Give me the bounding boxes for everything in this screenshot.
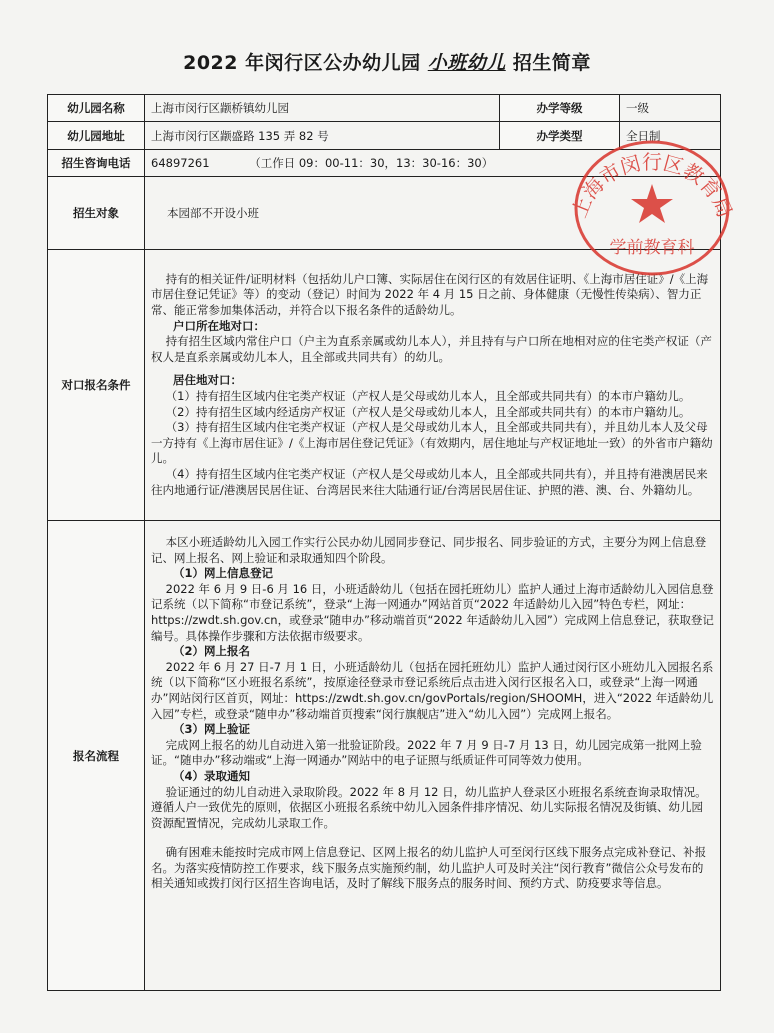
office-hours: （工作日 09：00-11：30，13：30-16：30） — [249, 156, 494, 170]
residence-title: 居住地对口： — [173, 373, 242, 388]
step1-text: 2022 年 6 月 9 日-6 月 16 日，小班适龄幼儿（包括在园托班幼儿）监护人通过上海市适龄幼儿入园信息登记系统（以下简称“市登记系统”，登录“上海一网通办”网站首页“2022 年适龄幼儿入园”特色专栏，网址：https://zwdt.sh.gov.cn，或登录“随申办”移动端首页“2022 年适龄幼儿入园”）完成网上信息登记，获取登记编号。具体操作步骤和方法依据市级要求。 — [151, 581, 714, 643]
hukou-text: 持有招生区域内常住户口（户主为直系亲属或幼儿本人），并且持有与户口所在地相对应的住宅类产权证（产权人是直系亲属或幼儿本人，且全部或共同共有）的幼儿。 — [151, 334, 712, 364]
page-title — [0, 48, 774, 75]
address-label: 幼儿园地址 — [48, 122, 145, 150]
phone-cell — [145, 150, 721, 177]
process-intro: 本区小班适龄幼儿入园工作实行公民办幼儿园同步登记、同步报名、同步验证的方式，主要分为网上信息登记、网上报名、网上验证和录取通知四个阶段。 — [151, 535, 707, 565]
residence-item-4: （4）持有招生区域内住宅类产权证（产权人是父母或幼儿本人，且全部或共同共有），并且持有港澳居民来往内地通行证/港澳居民居住证、台湾居民来往大陆通行证/台湾居民居住证、护照的港、澳、台、外籍幼儿。 — [151, 466, 708, 497]
process-label: 报名流程 — [48, 521, 145, 991]
conditions-label: 对口报名条件 — [48, 250, 145, 521]
step3-text: 完成网上报名的幼儿自动进入第一批验证阶段。2022 年 7 月 9 日-7 月 13 日，幼儿园完成第一批网上验证。“随申办”移动端或“上海一网通办”网站中的电子证照与纸质证件可同等效力使用。 — [151, 737, 702, 768]
note-text: 确有困难未能按时完成市网上信息登记、区网上报名的幼儿监护人可至闵行区线下服务点完成补登记、补报名。为落实疫情防控工作要求，线下服务点实施预约制，幼儿监护人可及时关注“闵行教育”微信公众号发布的相关通知或拨打闵行区招生咨询电话，及时了解线下服务点的服务时间、预约方式、防疫要求等信息。 — [151, 845, 707, 891]
hukou-title: 户口所在地对口： — [173, 318, 265, 333]
residence-item-3: （3）持有招生区域内住宅类产权证（产权人是父母或幼儿本人，且全部或共同共有），并且幼儿本人及父母一方持有《上海市居住证》/《上海市居住登记凭证》（有效期内，居住地址与产权证地址一致）的外省市户籍幼儿。 — [151, 420, 713, 466]
step2-text: 2022 年 6 月 27 日-7 月 1 日，小班适龄幼儿（包括在园托班幼儿）监护人通过闵行区小班幼儿入园报名系统（以下简称“区小班报名系统”，按原途径登录市登记系统后点击进入闵行区报名入口，或登录“上海一网通办”网站闵行区首页，网址：https://zwdt.sh.gov.cn/govPortals/region/SHOOMH，进入“2022 年适龄幼儿入园”专栏，或登录“随申办”移动端首页搜索“闵行旗舰店”进入“幼儿入园”）完成网上报名。 — [151, 659, 714, 721]
process-cell — [145, 521, 721, 991]
type-label: 办学类型 — [500, 122, 620, 150]
title-suffix: 招生简章 — [505, 52, 591, 74]
conditions-cell — [145, 250, 721, 521]
title-emphasis: 小班幼儿 — [427, 52, 506, 74]
phone-number: 64897261 — [151, 156, 210, 170]
step2-title: （2）网上报名 — [173, 644, 251, 659]
level-value: 一级 — [620, 95, 721, 122]
type-value: 全日制 — [620, 122, 721, 150]
phone-label: 招生咨询电话 — [48, 150, 145, 177]
school-name: 上海市闵行区颛桥镇幼儿园 — [145, 95, 500, 122]
school-name-label: 幼儿园名称 — [48, 95, 145, 122]
step1-title: （1）网上信息登记 — [173, 566, 274, 581]
seal-outer-text: 上海市闵行区教育局 — [568, 150, 736, 221]
conditions-intro: 持有的相关证件/证明材料（包括幼儿户口簿、实际居住在闵行区的有效居住证明、《上海市居住证》/《上海市居住登记凭证》等）的变动（登记）时间为 2022 年 4 月 15 日之前、身体健康（无慢性传染病）、智力正常、能正常参加集体活动，并符合以下报名条件的适龄幼儿。 — [151, 271, 709, 318]
step3-title: （3）网上验证 — [173, 722, 251, 737]
level-label: 办学等级 — [500, 95, 620, 122]
step4-text: 验证通过的幼儿自动进入录取阶段。2022 年 8 月 12 日，幼儿监护人登录区小班报名系统查询录取情况。遵循人户一致优先的原则，依据区小班报名系统中幼儿入园条件排序情况、幼儿实际报名情况及街镇、幼儿园资源配置情况，完成幼儿录取工作。 — [151, 784, 707, 830]
address-value: 上海市闵行区颛盛路 135 弄 82 号 — [145, 122, 500, 150]
residence-item-1: （1）持有招生区域内住宅类产权证（产权人是父母或幼儿本人，且全部或共同共有）的本市户籍幼儿。 — [151, 389, 691, 403]
target-value: 本园部不开设小班 — [145, 177, 721, 250]
enrollment-table — [47, 94, 721, 991]
step4-title: （4）录取通知 — [173, 768, 251, 783]
seal-inner-text: 学前教育科 — [609, 238, 695, 258]
title-prefix: 2022 年闵行区公办幼儿园 — [183, 52, 428, 74]
residence-item-2: （2）持有招生区域内经适房产权证（产权人是父母或幼儿本人，且全部或共同共有）的本市户籍幼儿。 — [151, 404, 691, 419]
target-label: 招生对象 — [48, 177, 145, 250]
